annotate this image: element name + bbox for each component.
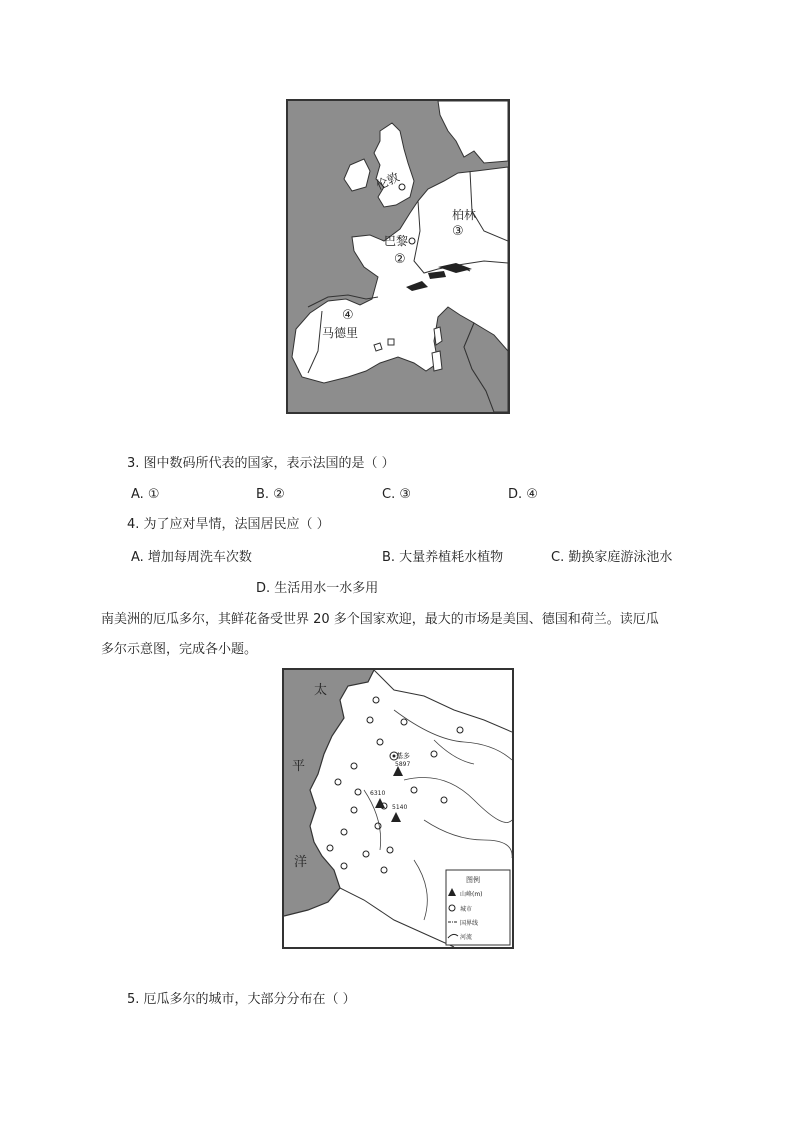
legend-item-city: 城市: [460, 906, 473, 913]
number-2-label: ②: [394, 252, 406, 267]
question-5-stem: 5. 厄瓜多尔的城市，大部分分布在（ ）: [127, 992, 356, 1007]
ocean-label-char: 平: [292, 759, 306, 774]
ocean-label-char: 洋: [294, 855, 308, 870]
peak-elevation-label: 5897: [395, 761, 411, 768]
paris-label: 巴黎: [384, 234, 409, 248]
quito-label: 基多: [396, 752, 410, 760]
question-4-option-c[interactable]: C. 勤换家庭游泳池水: [551, 550, 673, 565]
peak-elevation-label: 6310: [370, 790, 386, 797]
question-3-option-c[interactable]: C. ③: [382, 487, 411, 502]
berlin-label: 柏林: [452, 208, 477, 222]
question-3-option-a[interactable]: A. ①: [131, 487, 160, 502]
question-3-option-d[interactable]: D. ④: [508, 487, 538, 502]
legend-title: 图例: [466, 876, 480, 884]
london-label: 伦敦: [373, 169, 402, 193]
madrid-label: 马德里: [322, 326, 359, 340]
europe-map: [286, 99, 510, 414]
sardinia-island: [432, 351, 442, 371]
intro-line-1: 南美洲的厄瓜多尔，其鲜花备受世界 20 多个国家欢迎，最大的市场是美国、德国和荷兰。读厄瓜: [101, 612, 659, 627]
number-3-label: ③: [452, 224, 464, 239]
intro-line-2: 多尔示意图，完成各小题。: [101, 642, 258, 657]
question-4-option-b[interactable]: B. 大量养植耗水植物: [382, 550, 504, 565]
europe-map-svg: [288, 101, 508, 412]
ecuador-map: [282, 668, 514, 949]
peak-elevation-label: 5140: [392, 804, 408, 811]
legend-item-river: 河流: [460, 934, 473, 941]
question-3-stem: 3. 图中数码所代表的国家，表示法国的是（ ）: [127, 456, 395, 471]
ecuador-map-svg: [284, 670, 512, 947]
balearic-island: [374, 343, 382, 351]
question-3-option-b[interactable]: B. ②: [256, 487, 285, 502]
question-4-option-d[interactable]: D. 生活用水一水多用: [256, 581, 379, 596]
balearic-island: [388, 339, 394, 345]
number-4-label: ④: [342, 308, 354, 323]
legend-item-peak: 山峰(m): [460, 891, 483, 898]
legend-item-border: 国界线: [460, 920, 479, 927]
ocean-label-char: 太: [314, 683, 328, 698]
question-4-stem: 4. 为了应对旱情，法国居民应（ ）: [127, 517, 330, 532]
question-4-option-a[interactable]: A. 增加每周洗车次数: [131, 550, 252, 565]
corsica-island: [434, 327, 442, 345]
